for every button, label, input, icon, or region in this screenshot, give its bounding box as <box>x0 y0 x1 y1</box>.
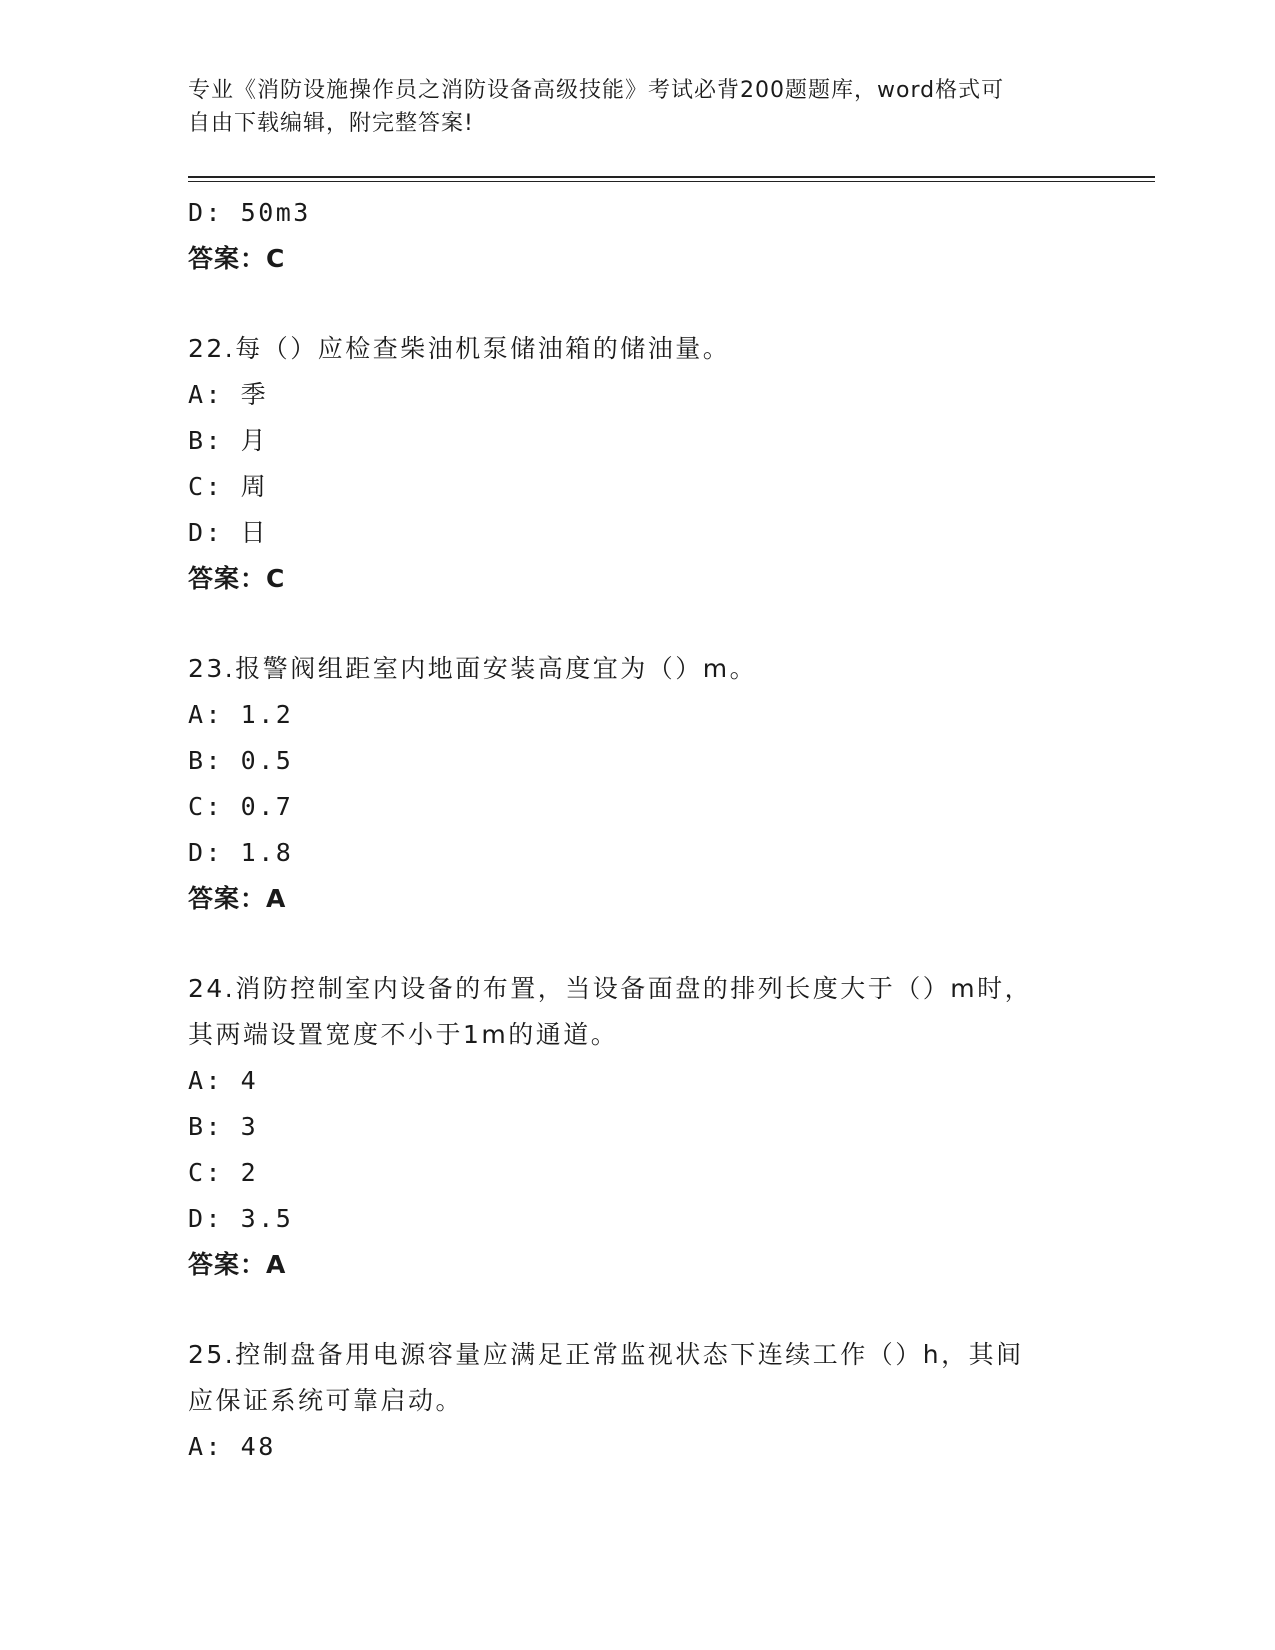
option-a: A: 季 <box>188 380 269 409</box>
spacer <box>188 1288 1088 1332</box>
option-b: B: 0.5 <box>188 746 294 775</box>
answer: 答案：A <box>188 884 287 913</box>
option-a: A: 48 <box>188 1432 276 1461</box>
question-22 <box>188 326 1088 602</box>
answer: 答案：A <box>188 1250 287 1279</box>
option-c: C: 周 <box>188 472 269 501</box>
question-text: 23.报警阀组距室内地面安装高度宜为（）m。 <box>188 654 758 683</box>
question-23 <box>188 646 1088 922</box>
option-a: A: 1.2 <box>188 700 294 729</box>
question-text-line-1: 25.控制盘备用电源容量应满足正常监视状态下连续工作（）h，其间 <box>188 1340 1024 1369</box>
question-text-line-2: 应保证系统可靠启动。 <box>188 1386 464 1415</box>
prev-answer: 答案：C <box>188 244 286 273</box>
option-d: D: 3.5 <box>188 1204 294 1233</box>
option-c: C: 0.7 <box>188 792 294 821</box>
question-24 <box>188 966 1088 1288</box>
header-divider-thin <box>188 181 1155 182</box>
option-d: D: 日 <box>188 518 269 547</box>
question-list <box>188 190 1088 1470</box>
question-text-line-2: 其两端设置宽度不小于1m的通道。 <box>188 1020 619 1049</box>
option-b: B: 月 <box>188 426 269 455</box>
header-line-1: 专业《消防设施操作员之消防设备高级技能》考试必背200题题库，word格式可 <box>188 78 1005 103</box>
spacer <box>188 922 1088 966</box>
question-25 <box>188 1332 1088 1470</box>
header-line-2: 自由下载编辑，附完整答案! <box>188 111 474 136</box>
prev-option-d: D: 50m3 <box>188 198 311 227</box>
option-c: C: 2 <box>188 1158 259 1187</box>
option-b: B: 3 <box>188 1112 259 1141</box>
header-divider <box>188 176 1155 178</box>
question-text: 22.每（）应检查柴油机泵储油箱的储油量。 <box>188 334 731 363</box>
option-d: D: 1.8 <box>188 838 294 867</box>
question-text-line-1: 24.消防控制室内设备的布置，当设备面盘的排列长度大于（）m时， <box>188 974 1033 1003</box>
option-a: A: 4 <box>188 1066 259 1095</box>
document-header <box>188 74 1088 140</box>
spacer <box>188 282 1088 326</box>
spacer <box>188 602 1088 646</box>
answer: 答案：C <box>188 564 286 593</box>
